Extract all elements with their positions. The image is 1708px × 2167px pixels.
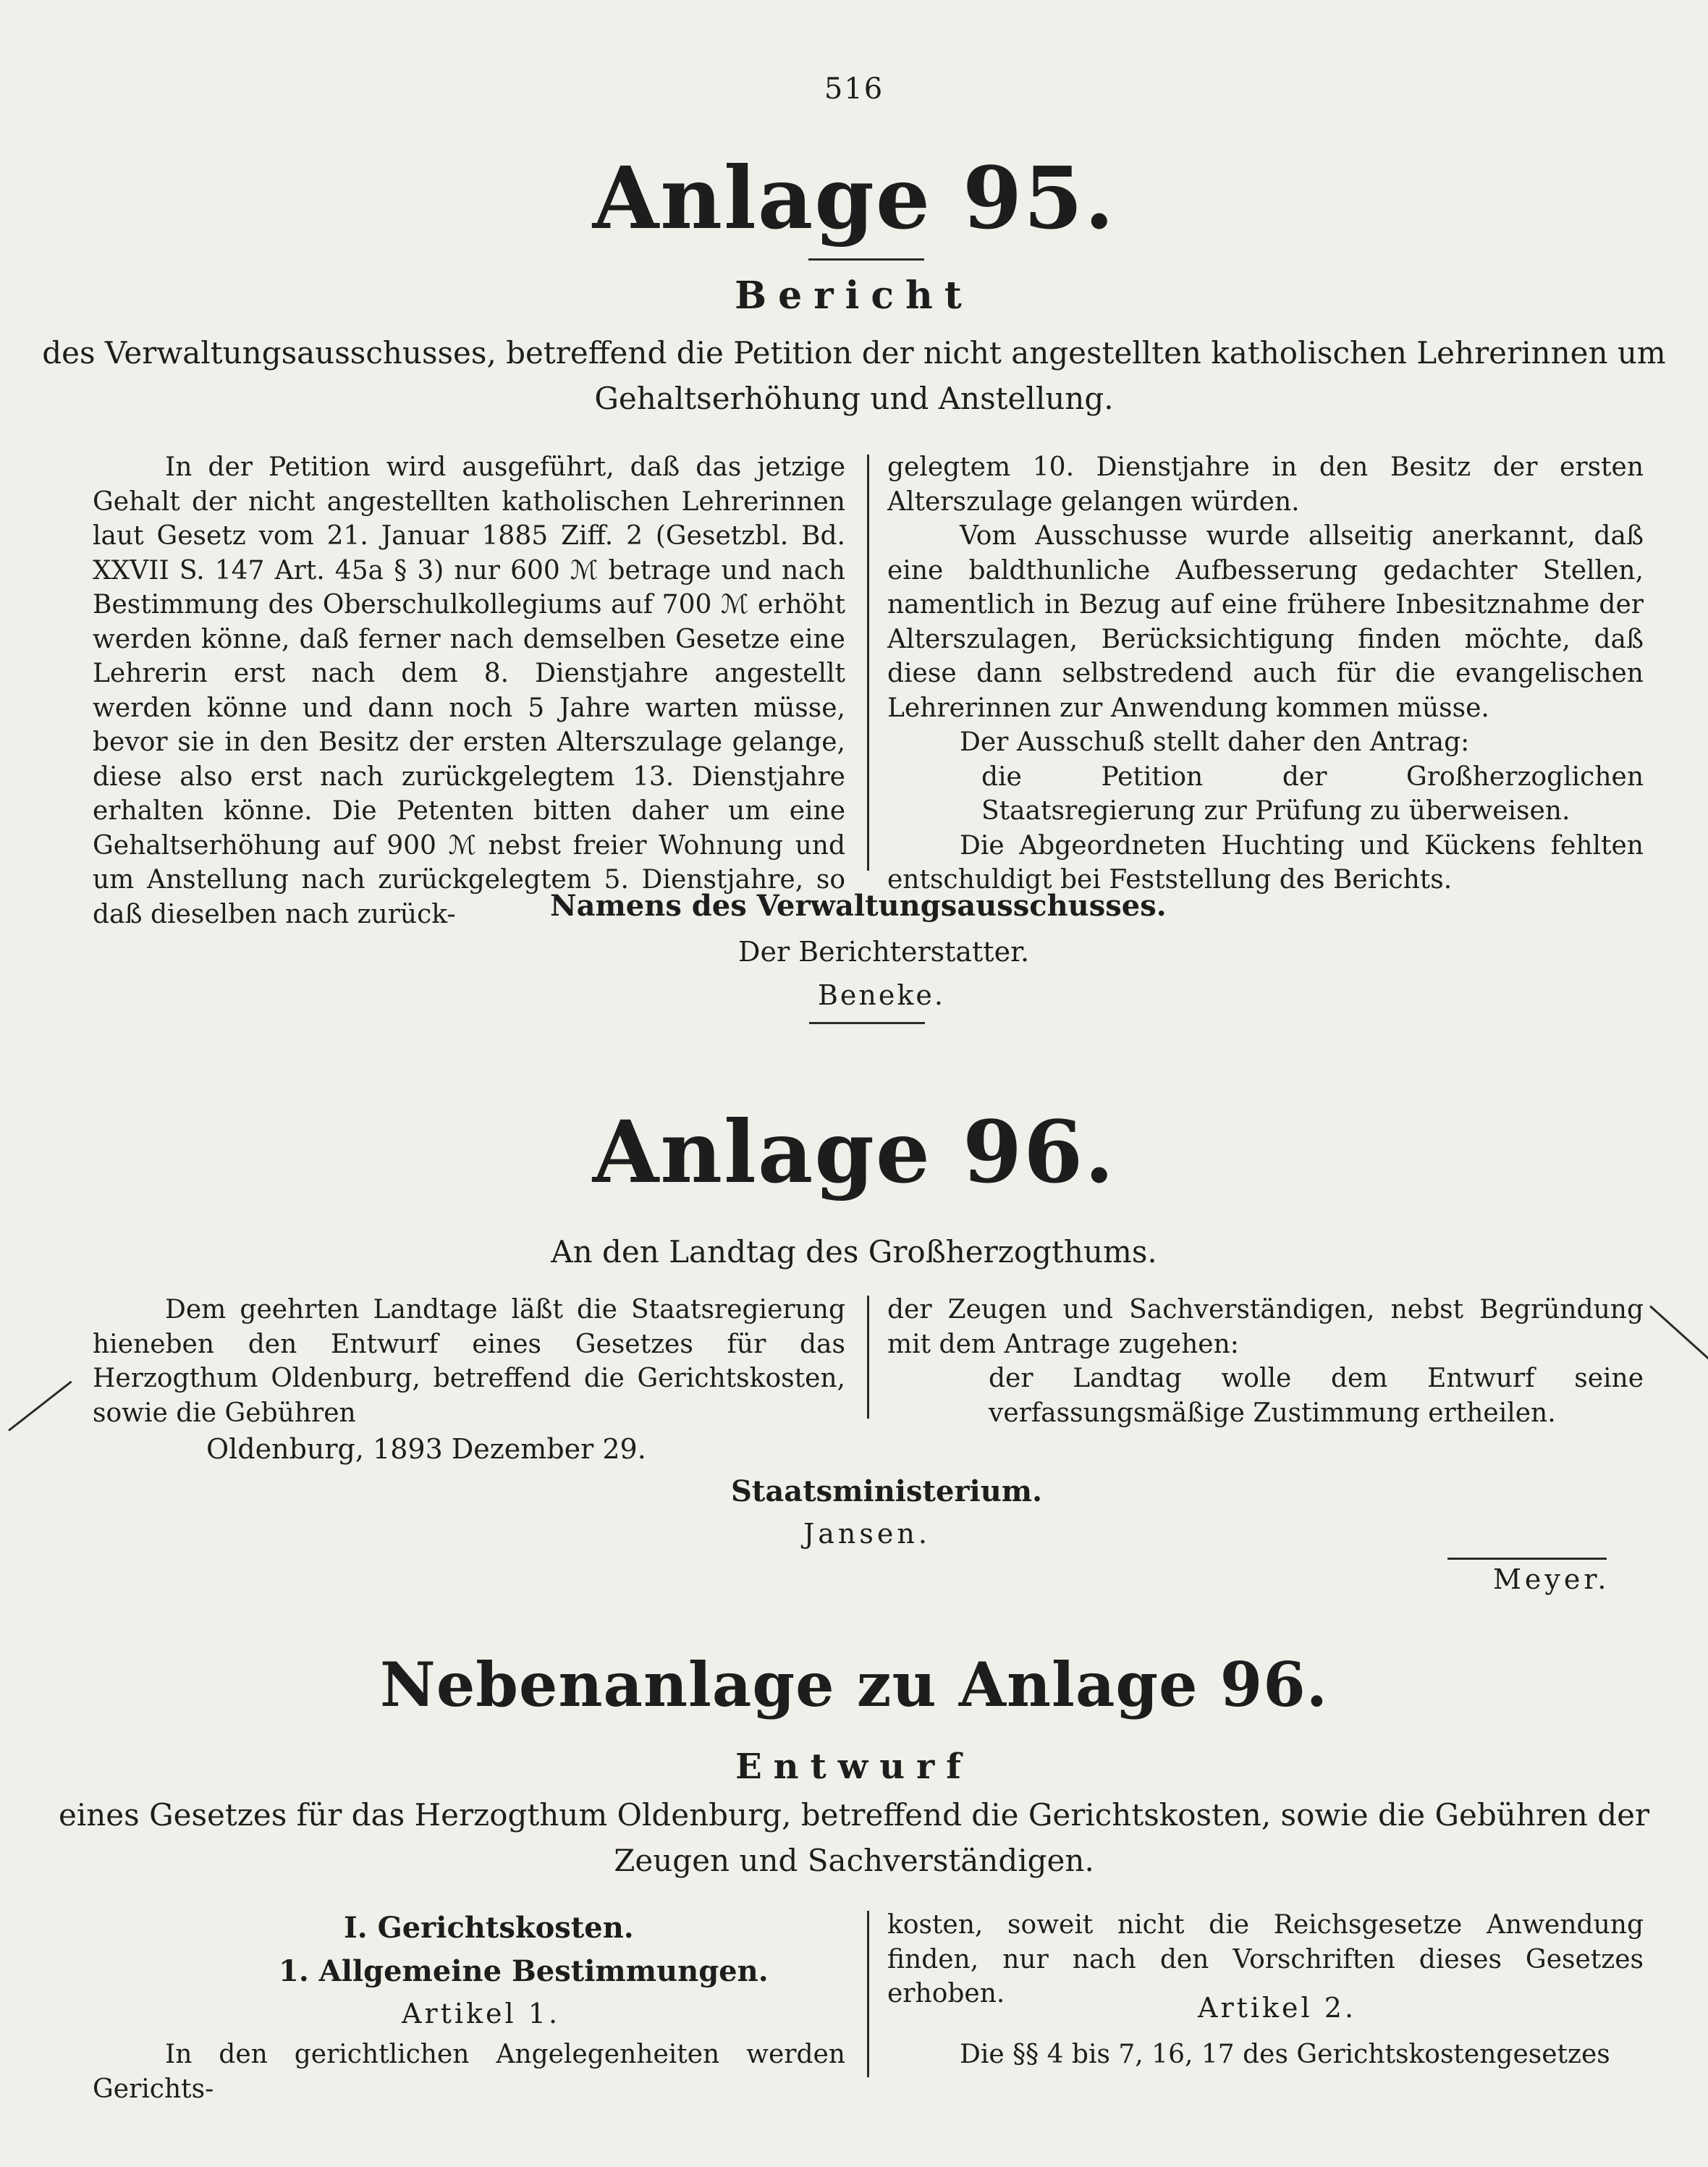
anlage-96-title: Anlage 96.: [592, 1102, 1116, 1202]
entwurf-heading: Entwurf: [735, 1746, 973, 1787]
signer-meyer: Meyer.: [1493, 1563, 1610, 1595]
anlage96-left-column: [93, 1293, 845, 1430]
entwurf-subtitle-line1: eines Gesetzes für das Herzogthum Oldenburg, betreffend die Gerichtskosten, sowie die Gebühren der: [58, 1797, 1650, 1833]
artikel-1-text: In den gerichtlichen Angelegenheiten werden Gerichts-: [93, 2040, 845, 2104]
column-divider-3: [867, 1911, 869, 2077]
nebenanlage-title: Nebenanlage zu Anlage 96.: [380, 1649, 1328, 1720]
motion-intro: Der Ausschuß stellt daher den Antrag:: [960, 727, 1470, 757]
pen-mark-right: [1649, 1305, 1708, 1365]
bericht-subtitle-line1: des Verwaltungsausschusses, betreffend die Petition der nicht angestellten katholischen Lehrerinnen um: [42, 335, 1666, 371]
ministry-label: Staatsministerium.: [731, 1474, 1043, 1508]
artikel-2-heading: Artikel 2.: [1198, 1992, 1357, 2024]
title-rule: [808, 258, 924, 261]
entwurf-subtitle-line2: Zeugen und Sachverständigen.: [614, 1843, 1094, 1878]
page-number: 516: [824, 72, 884, 106]
section-rule: [809, 1022, 925, 1024]
submission-continuation: der Zeugen und Sachverständigen, nebst Begründung mit dem Antrage zugehen:: [887, 1295, 1644, 1359]
bericht-subtitle-line2: Gehaltserhöhung und Anstellung.: [594, 381, 1114, 416]
artikel-2-text: Die §§ 4 bis 7, 16, 17 des Gerichtskostengesetzes: [960, 2040, 1610, 2069]
pen-mark-left: [8, 1381, 72, 1432]
anlage95-right-column: [887, 450, 1644, 897]
absentees-paragraph: Die Abgeordneten Huchting und Kückens fehlten entschuldigt bei Feststellung des Berichts.: [887, 830, 1644, 895]
artikel-1-heading: Artikel 1.: [402, 1998, 561, 2029]
section-heading: I. Gerichtskosten.: [344, 1911, 634, 1945]
column-divider-2: [867, 1296, 869, 1419]
artikel-1-column: [93, 2037, 845, 2106]
petition-paragraph: In der Petition wird ausgeführt, daß das jetzige Gehalt der nicht angestellten katholischen Lehrerinnen laut Gesetz vom 21. Januar 1885 Ziff. 2 (Gesetzbl. Bd. XXVII S. 147 Art. 45a § 3) nur 600 ℳ betrage und nach Bestimmung des Oberschulkollegiums auf 700 ℳ erhöht werden könne, daß ferner nach demselben Gesetze eine Lehrerin erst nach dem 8. Dienstjahre angestellt werden könne und dann noch 5 Jahre warten müsse, bevor sie in den Besitz der ersten Alterszulage gelange, diese also erst nach zurückgelegtem 13. Dienstjahre erhalten könne. Die Petenten bitten daher um eine Gehaltserhöhung auf 900 ℳ nebst freier Wohnung und um Anstellung nach zurückgelegtem 5. Dienstjahre, so daß dieselben nach zurück-: [93, 452, 845, 929]
place-date: Oldenburg, 1893 Dezember 29.: [206, 1433, 646, 1465]
submission-paragraph: Dem geehrten Landtage läßt die Staatsregierung hieneben den Entwurf eines Gesetzes für das Herzogthum Oldenburg, betreffend die Gerichtskosten, sowie die Gebühren: [93, 1295, 845, 1428]
namens-line: Namens des Verwaltungsausschusses.: [550, 889, 1167, 923]
berichterstatter-name: Beneke.: [818, 979, 945, 1011]
committee-paragraph: Vom Ausschusse wurde allseitig anerkannt, daß eine baldthunliche Aufbesserung gedachter Stellen, namentlich in Bezug auf eine frühere Inbesitznahme der Alterszulagen, Berücksichtigung finden möchte, daß diese dann selbstredend auch für die evangelischen Lehrerinnen zur Anwendung kommen müsse.: [887, 521, 1644, 723]
signature-rule: [1447, 1558, 1607, 1560]
subsection-heading: 1. Allgemeine Bestimmungen.: [279, 1954, 769, 1988]
landtag-motion: der Landtag wolle dem Entwurf seine verfassungsmäßige Zustimmung ertheilen.: [989, 1364, 1644, 1428]
anlage-95-title: Anlage 95.: [592, 148, 1116, 248]
anlage95-left-column: [93, 450, 845, 932]
anlage96-right-column: [887, 1293, 1644, 1430]
artikel-2-column: [887, 2037, 1644, 2072]
column-divider: [867, 455, 869, 871]
landtag-address: An den Landtag des Großherzogthums.: [551, 1234, 1157, 1270]
continuation-paragraph: gelegtem 10. Dienstjahre in den Besitz der ersten Alterszulage gelangen würden.: [887, 452, 1644, 517]
signer-jansen: Jansen.: [803, 1518, 931, 1550]
motion-text: die Petition der Großherzoglichen Staatsregierung zur Prüfung zu überweisen.: [981, 761, 1644, 826]
berichterstatter-label: Der Berichterstatter.: [738, 936, 1030, 968]
bericht-heading: Bericht: [735, 274, 973, 318]
gerichtskosten-continuation: kosten, soweit nicht die Reichsgesetze Anwendung finden, nur nach den Vorschriften dieses Gesetzes erhoben.: [887, 1910, 1644, 2008]
